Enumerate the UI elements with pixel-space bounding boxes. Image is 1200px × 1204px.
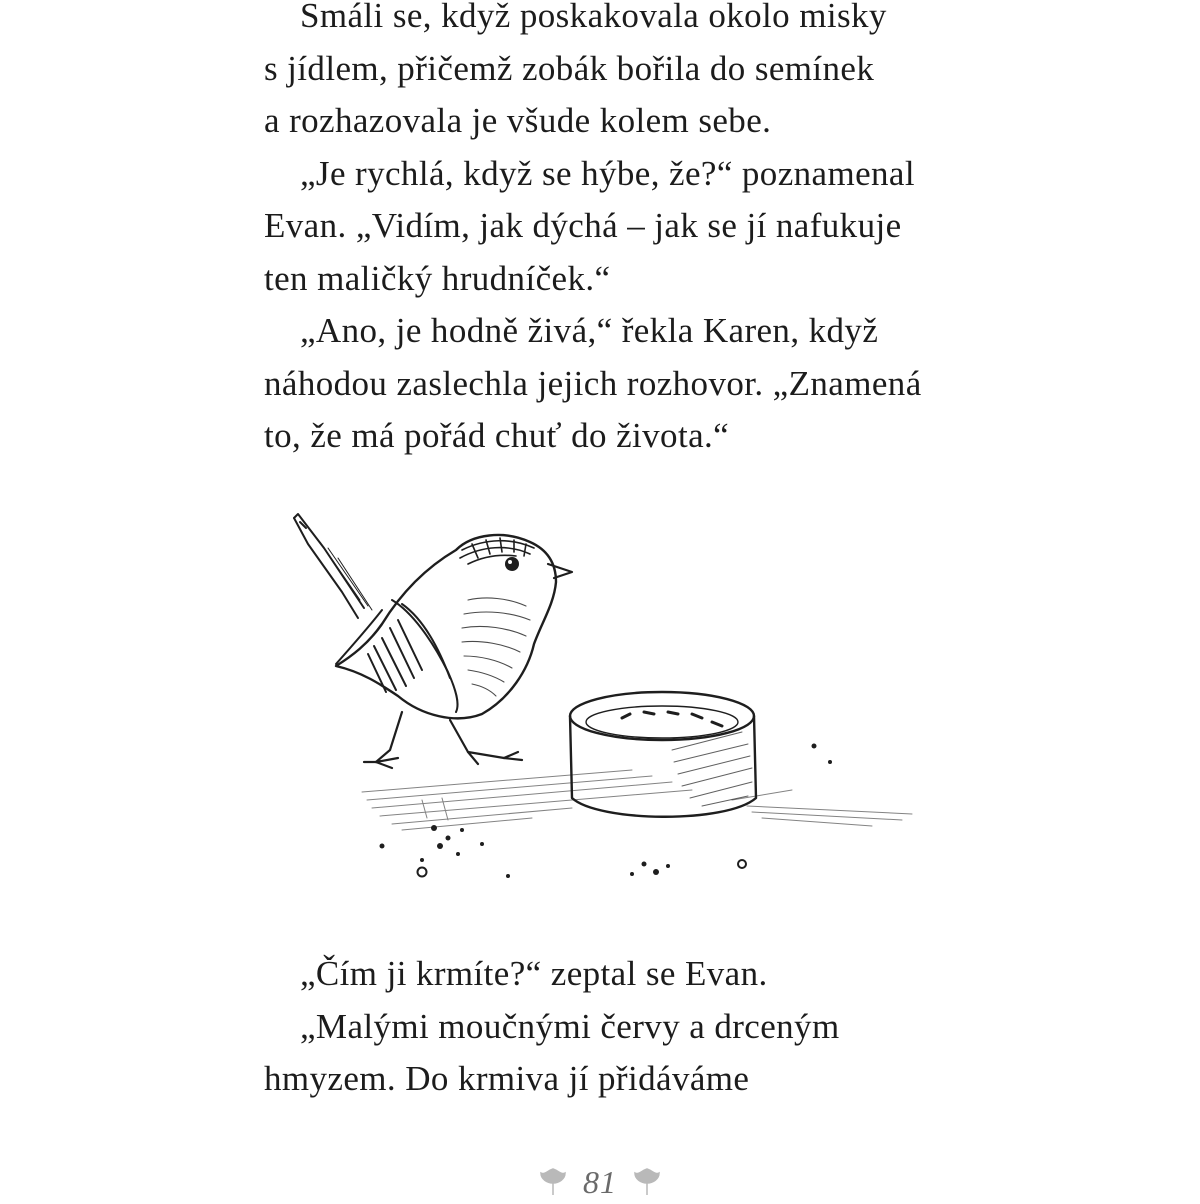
robin-breast xyxy=(462,598,530,696)
text-line: náhodou zaslechla jejich rozhovor. „Znamená xyxy=(264,363,922,403)
bowl-shading xyxy=(672,732,752,806)
text-line: „Ano, je hodně živá,“ řekla Karen, když xyxy=(300,311,879,350)
bottom-text-block xyxy=(264,948,944,1106)
text-line: a rozhazovala je všude kolem sebe. xyxy=(264,101,772,140)
robin-cap xyxy=(460,538,534,564)
ground-shadow xyxy=(362,770,912,830)
robin-illustration xyxy=(272,500,932,900)
leaf-icon xyxy=(537,1167,569,1197)
text-line: s jídlem, přičemž zobák bořila do semínek xyxy=(264,48,875,88)
page-number: 81 xyxy=(583,1163,617,1200)
robin-beak xyxy=(548,564,572,578)
top-text-block xyxy=(264,0,944,463)
robin-legs xyxy=(364,712,522,768)
page-footer xyxy=(0,1160,1200,1204)
robin-eye xyxy=(505,557,519,571)
text-line: hmyzem. Do krmiva jí přidáváme xyxy=(264,1059,750,1098)
text-line: to, že má pořád chuť do života.“ xyxy=(264,416,730,455)
text-line: „Čím ji krmíte?“ zeptal se Evan. xyxy=(300,954,768,993)
text-line: „Je rychlá, když se hýbe, že?“ poznamenal xyxy=(300,153,915,193)
text-line: Evan. „Vidím, jak dýchá – jak se jí nafukuje xyxy=(264,206,902,245)
text-line: Smáli se, když poskakovala okolo misky xyxy=(300,0,887,35)
text-line: ten maličký hrudníček.“ xyxy=(264,258,611,298)
leaf-icon xyxy=(631,1167,663,1197)
text-line: „Malými moučnými červy a drceným xyxy=(300,1006,840,1046)
robin-tail xyxy=(294,514,372,618)
robin-and-bowl-drawing xyxy=(272,500,932,900)
